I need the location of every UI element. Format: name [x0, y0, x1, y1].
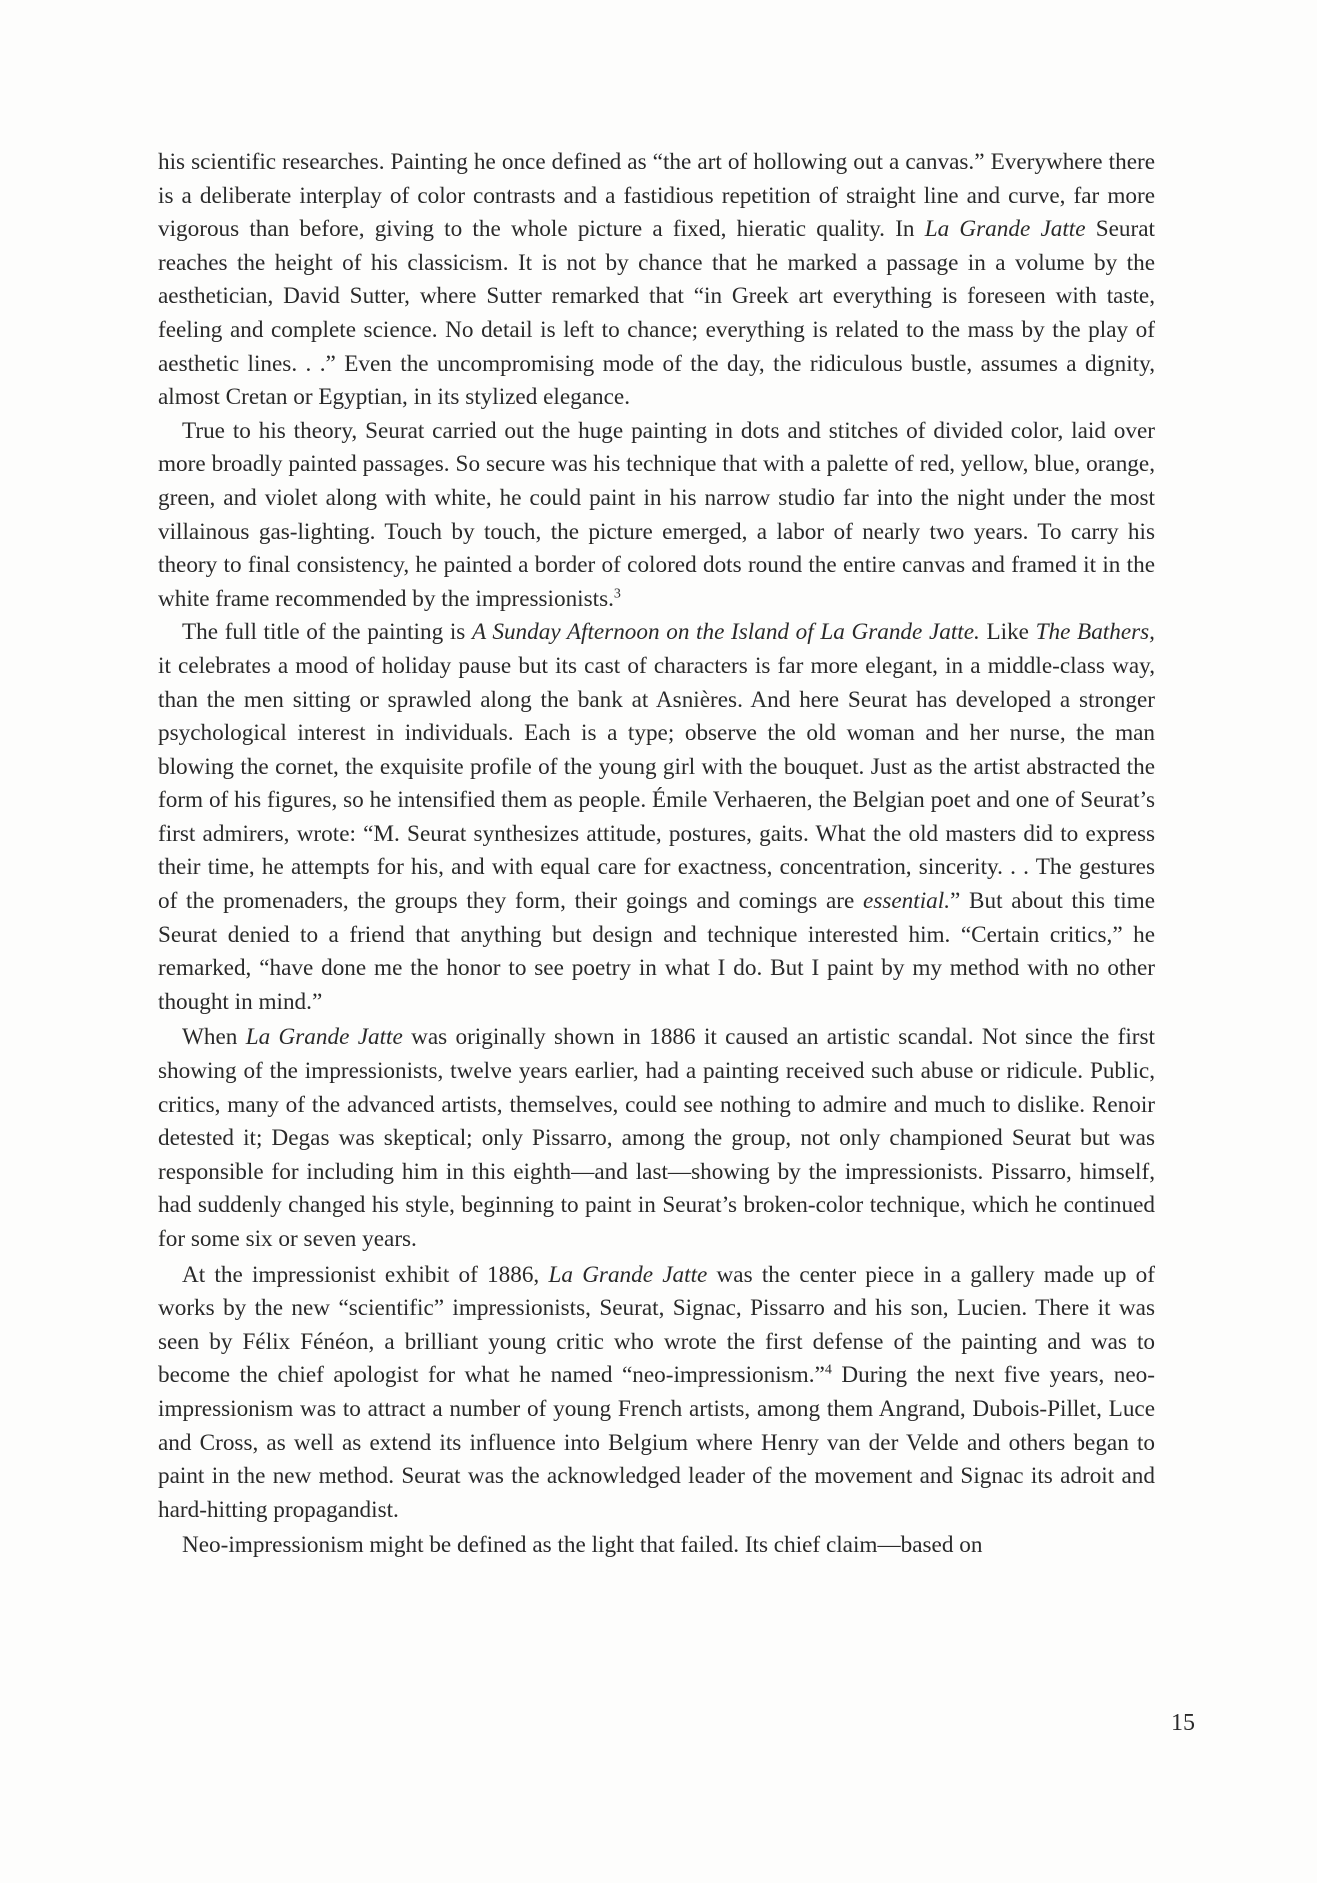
text-run: was the center piece in a gallery made up of works by the new “scientific” impressionists, Seurat, Signac, Pissarro and his son, Lucien. There it was seen by Félix Fénéon, a brilliant young critic who wrote the first defense of the painting and was to become the chief apologist for what he named “neo-impressionism.” — [158, 1261, 1155, 1389]
italic-text: La Grande Jatte — [548, 1261, 708, 1288]
italic-text: essential. — [863, 888, 950, 915]
paragraph — [158, 146, 1155, 415]
text-run: When — [182, 1024, 246, 1051]
text-run: his scientific researches. Painting he once defined as “the art of hollowing out a canvas.” Everywhere there is a deliberate interplay of color contrasts and a fastidious repetition of straight line and curve, far more vigorous than before, giving to the whole picture a fixed, hieratic quality. In — [158, 149, 1155, 243]
text-run: Neo-impressionism might be defined as the light that failed. Its chief claim—based on — [182, 1532, 983, 1559]
paragraph — [158, 1259, 1155, 1528]
text-run: ” But about this time Seurat denied to a friend that anything but design and technique interested him. “Certain critics,” he remarked, “have done me the honor to see poetry in what I do. But I paint by my method with no other thought in mind.” — [158, 888, 1155, 1015]
text-run: At the impressionist exhibit of 1886, — [182, 1261, 549, 1288]
text-run: was originally shown in 1886 it caused an artistic scandal. Not since the first showing of the impressionists, twelve years earlier, had a painting received such abuse or ridicule. Public, critics, many of the advanced artists, themselves, could see nothing to admire and much to dislike. Renoir detested it; Degas was skeptical; only Pissarro, among the group, not only championed Seurat but was responsible for including him in this eighth—and last—showing by the impressionists. Pissarro, himself, had suddenly changed his style, beginning to paint in Seurat’s broken-color technique, which he continued for some six or seven years. — [158, 1024, 1155, 1252]
text-run: Like — [979, 619, 1036, 646]
paragraph — [158, 616, 1155, 1019]
text-run: The full title of the painting is — [182, 619, 472, 646]
paragraph — [158, 1021, 1155, 1256]
italic-text: A Sunday Afternoon on the Island of La Grande Jatte. — [471, 619, 980, 646]
italic-text: La Grande Jatte — [245, 1024, 403, 1051]
text-run: True to his theory, Seurat carried out the huge painting in dots and stitches of divided color, laid over more broadly painted passages. So secure was his technique that with a palette of red, yellow, blue, orange, green, and violet along with white, he could paint in his narrow studio far into the night under the most villainous gas-lighting. Touch by touch, the picture emerged, a labor of nearly two years. To carry his theory to final consistency, he painted a border of colored dots round the entire canvas and framed it in the white frame recommended by the impressionists. — [158, 417, 1155, 612]
footnote-ref: 3 — [613, 585, 621, 601]
paragraph — [158, 1529, 1155, 1563]
italic-text: The Bathers, — [1035, 619, 1155, 646]
footnote-ref: 4 — [824, 1362, 832, 1378]
text-run: Seurat reaches the height of his classicism. It is not by chance that he marked a passage in a volume by the aesthetician, David Sutter, where Sutter remarked that “in Greek art everything is foreseen with taste, feeling and complete science. No detail is left to chance; everything is related to the mass by the play of aesthetic lines. . .” Even the uncompromising mode of the day, the ridiculous bustle, assumes a dignity, almost Cretan or Egyptian, in its stylized elegance. — [158, 216, 1155, 411]
italic-text: La Grande Jatte — [924, 216, 1086, 243]
page-number: 15 — [1171, 1710, 1195, 1736]
body-text — [158, 146, 1155, 1563]
paragraph — [158, 415, 1155, 617]
text-run: During the next five years, neo-impressionism was to attract a number of young French artists, among them Angrand, Dubois-Pillet, Luce and Cross, as well as extend its influence into Belgium where Henry van der Velde and others began to paint in the new method. Seurat was the acknowledged leader of the movement and Signac its adroit and hard-hitting propagandist. — [158, 1362, 1155, 1523]
text-run: it celebrates a mood of holiday pause but its cast of characters is far more elegant, in a middle-class way, than the men sitting or sprawled along the bank at Asnières. And here Seurat has developed a stronger psychological interest in individuals. Each is a type; observe the old woman and her nurse, the man blowing the cornet, the exquisite profile of the young girl with the bouquet. Just as the artist abstracted the form of his figures, so he intensified them as people. Émile Verhaeren, the Belgian poet and one of Seurat’s first admirers, wrote: “M. Seurat synthesizes attitude, postures, gaits. What the old masters did to express their time, he attempts for his, and with equal care for exactness, concentration, sincerity. . . The gestures of the promenaders, the groups they form, their goings and comings are — [158, 652, 1155, 915]
